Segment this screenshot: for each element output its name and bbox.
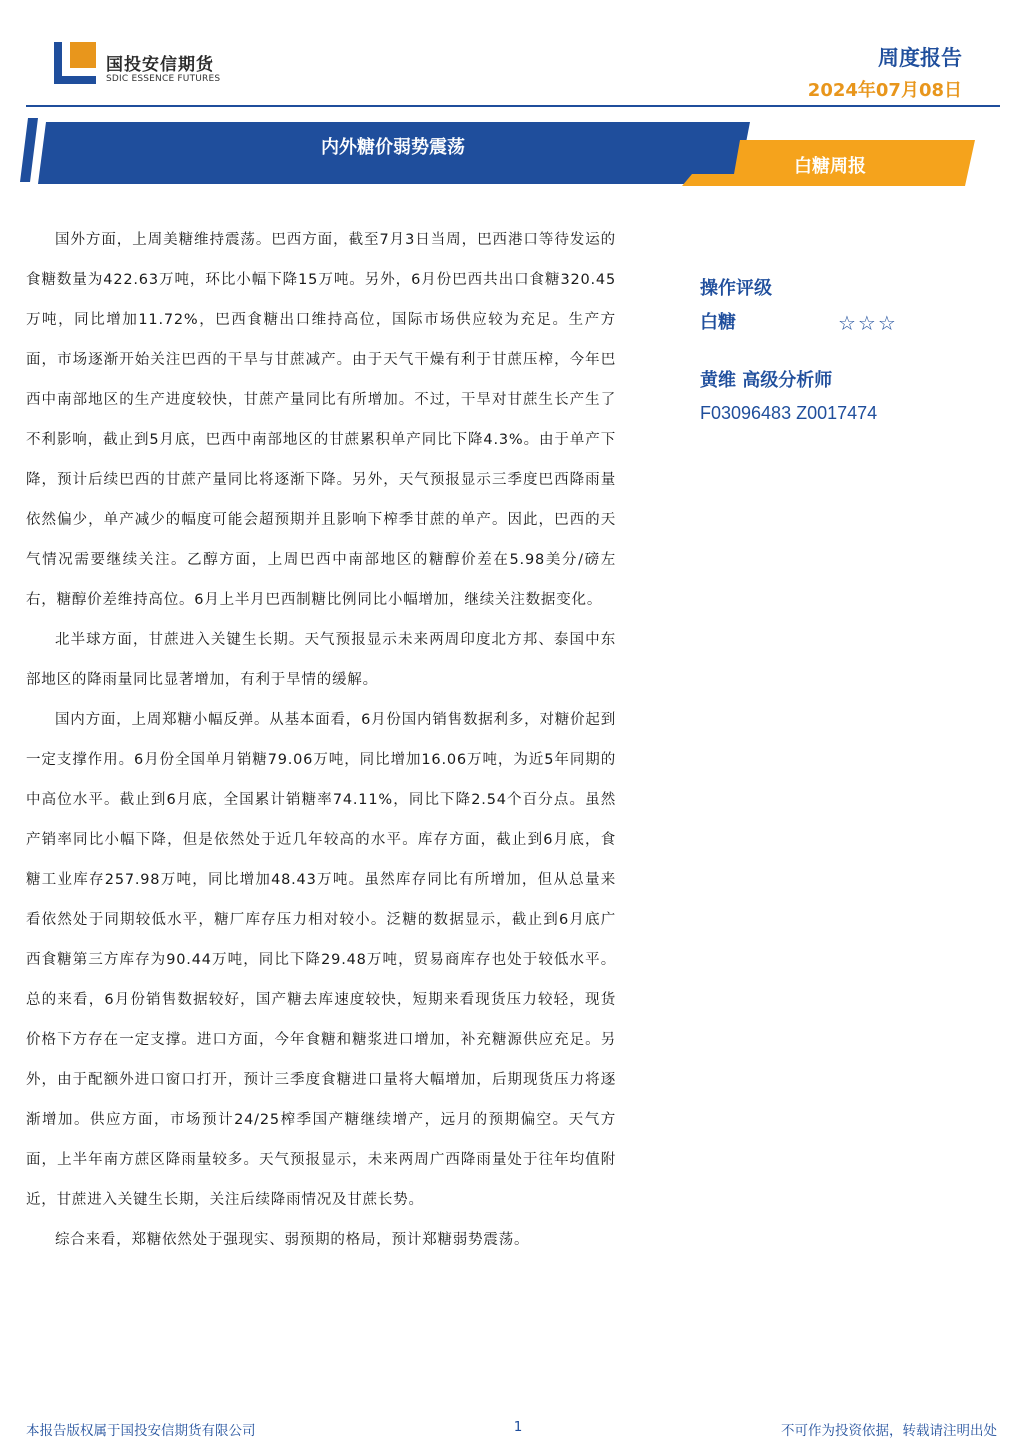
body-paragraph: 国内方面，上周郑糖小幅反弹。从基本面看，6月份国内销售数据利多，对糖价起到一定支撑作用。6月份全国单月销糖79.06万吨，同比增加16.06万吨，为近5年同期的中高位水平。截止到6月底，全国累计销糖率74.11%，同比下降2.54个百分点。虽然产销率同比小幅下降，但是依然处于近几年较高的水平。库存方面，截止到6月底，食糖工业库存257.98万吨，同比增加48.43万吨。虽然库存同比有所增加，但从总量来看依然处于同期较低水平，糖厂库存压力相对较小。泛糖的数据显示，截止到6月底广西食糖第三方库存为90.44万吨，同比下降29.48万吨，贸易商库存也处于较低水平。总的来看，6月份销售数据较好，国产糖去库速度较快，短期来看现货压力较轻，现货价格下方存在一定支撑。进口方面，今年食糖和糖浆进口增加，补充糖源供应充足。另外，由于配额外进口窗口打开，预计三季度食糖进口量将大幅增加，后期现货压力将逐渐增加。供应方面，市场预计24/25榨季国产糖继续增产，远月的预期偏空。天气方面，上半年南方蔗区降雨量较多。天气预报显示，未来两周广西降雨量处于往年均值附近，甘蔗进入关键生长期，关注后续降雨情况及甘蔗长势。: [26, 712, 616, 1208]
report-type: 周度报告: [878, 46, 962, 70]
rating-product: 白糖: [700, 312, 736, 333]
body-paragraph: 国外方面，上周美糖维持震荡。巴西方面，截至7月3日当周，巴西港口等待发运的食糖数量为422.63万吨，环比小幅下降15万吨。另外，6月份巴西共出口食糖320.45万吨，同比增加11.72%，巴西食糖出口维持高位，国际市场供应较为充足。生产方面，市场逐渐开始关注巴西的干旱与甘蔗减产。由于天气干燥有利于甘蔗压榨，今年巴西中南部地区的生产进度较快，甘蔗产量同比有所增加。不过，干旱对甘蔗生长产生了不利影响，截止到5月底，巴西中南部地区的甘蔗累积单产同比下降4.3%。由于单产下降，预计后续巴西的甘蔗产量同比将逐渐下降。另外，天气预报显示三季度巴西降雨量依然偏少，单产减少的幅度可能会超预期并且影响下榨季甘蔗的单产。因此，巴西的天气情况需要继续关注。乙醇方面，上周巴西中南部地区的糖醇价差在5.98美分/磅左右，糖醇价差维持高位。6月上半月巴西制糖比例同比小幅增加，继续关注数据变化。: [26, 232, 616, 608]
page-number: 1: [513, 1419, 523, 1435]
rating-stars-icon: ☆☆☆: [838, 311, 898, 335]
company-name-cn: 国投安信期货: [106, 55, 214, 75]
rating-row: [700, 306, 960, 340]
rating-title: 操作评级: [700, 278, 772, 299]
body-paragraph: 综合来看，郑糖依然处于强现实、弱预期的格局，预计郑糖弱势震荡。: [55, 1232, 530, 1248]
report-body: [26, 220, 616, 1260]
analyst-name: 黄维 高级分析师: [700, 370, 833, 391]
report-category-tag: 白糖周报: [794, 156, 866, 177]
footer-disclaimer: 不可作为投资依据，转载请注明出处: [781, 1423, 997, 1439]
header-divider: [26, 105, 1000, 107]
report-date: 2024年07月08日: [807, 80, 962, 101]
body-paragraph: 北半球方面，甘蔗进入关键生长期。天气预报显示未来两周印度北方邦、泰国中东部地区的降雨量同比显著增加，有利于旱情的缓解。: [26, 632, 616, 688]
sidebar: [700, 272, 960, 428]
analyst-license: F03096483 Z0017474: [700, 403, 878, 423]
company-name-en: SDIC ESSENCE FUTURES: [106, 74, 221, 84]
footer-copyright: 本报告版权属于国投安信期货有限公司: [26, 1423, 256, 1439]
company-logo-icon: [54, 42, 96, 84]
report-title: 内外糖价弱势震荡: [321, 137, 465, 158]
